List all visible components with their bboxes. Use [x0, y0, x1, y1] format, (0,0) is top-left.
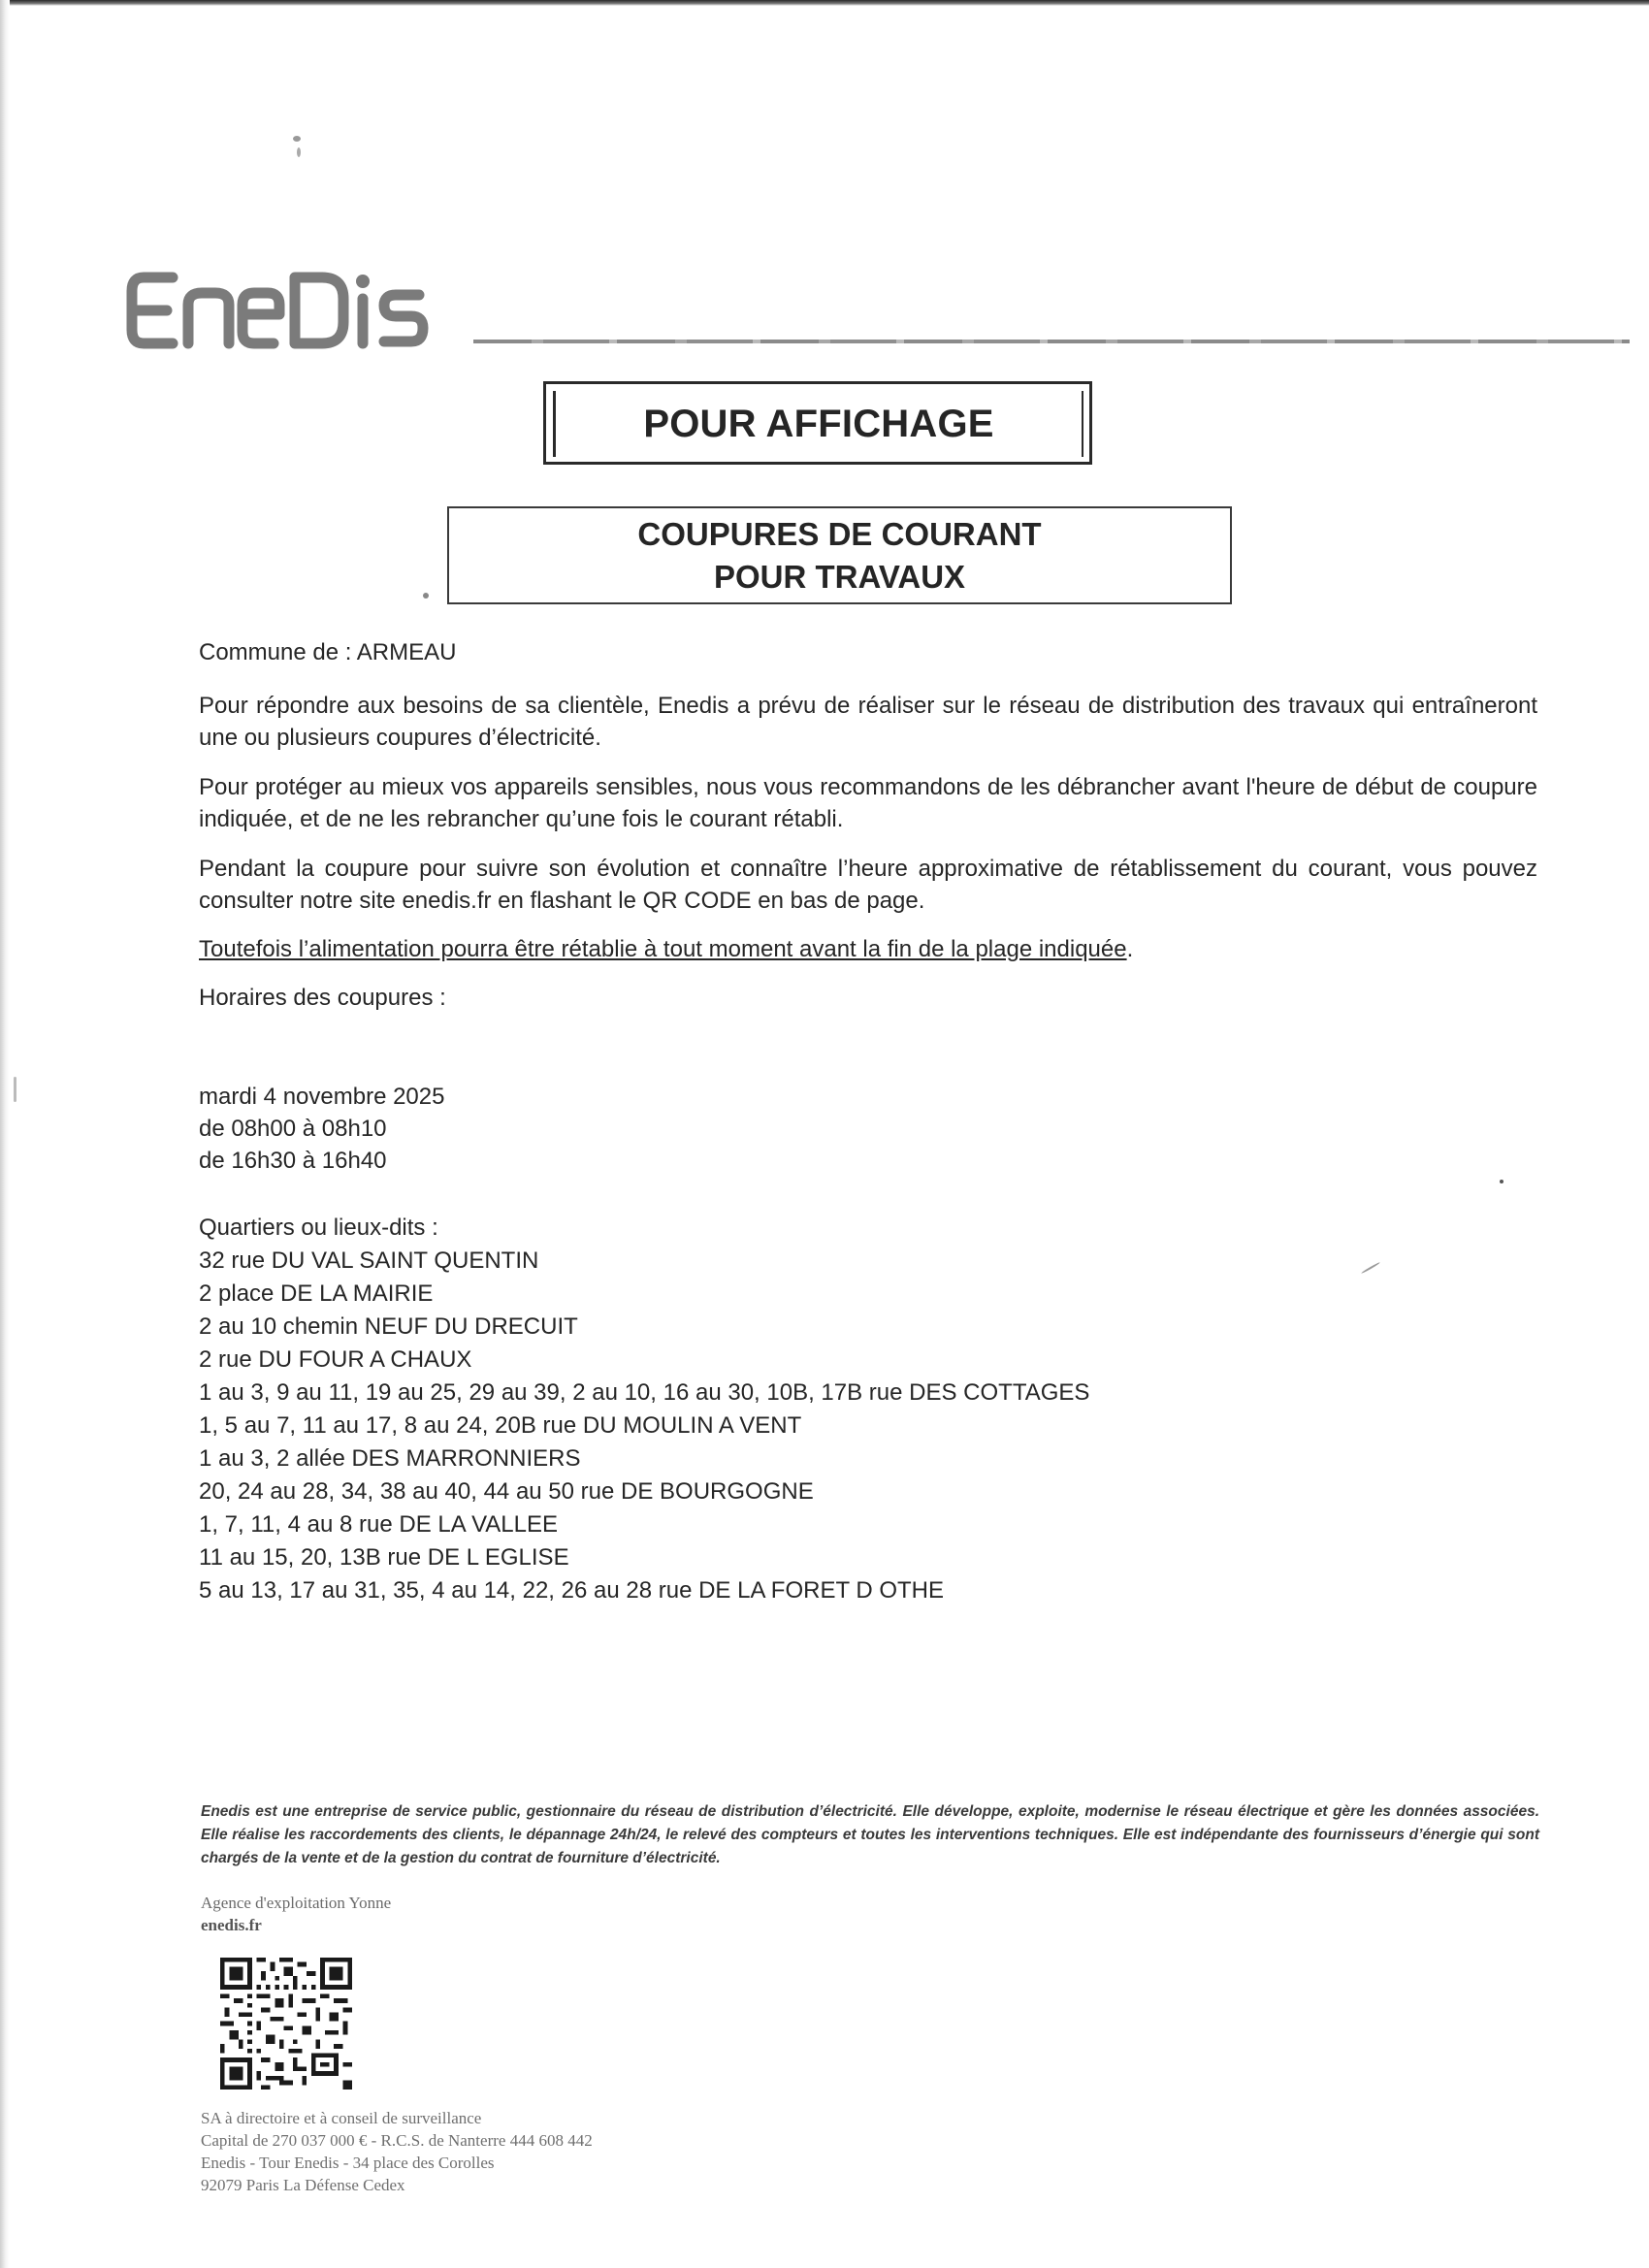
- agency-block: [201, 1892, 391, 1936]
- commune-line: Commune de : ARMEAU: [199, 639, 457, 665]
- schedule-date: mardi 4 novembre 2025: [199, 1084, 445, 1110]
- notice-period: .: [1126, 936, 1134, 962]
- scan-edge-left: [0, 0, 10, 2268]
- places-block: [199, 1212, 1537, 1607]
- legal-line: Capital de 270 037 000 € - R.C.S. de Nanterre 444 608 442: [201, 2131, 593, 2150]
- poster-title: POUR AFFICHAGE: [553, 391, 1083, 457]
- legal-line: 92079 Paris La Défense Cedex: [201, 2176, 405, 2194]
- subtitle-line-1: COUPURES DE COURANT: [637, 515, 1042, 552]
- place-item: 1 au 3, 9 au 11, 19 au 25, 29 au 39, 2 au 10, 16 au 30, 10B, 17B rue DES COTTAGES: [199, 1379, 1090, 1406]
- paragraph-3: Pendant la coupure pour suivre son évolution et connaître l’heure approximative de rétablissement du courant, vous pouvez consulter notre site enedis.fr en flashant le QR CODE en bas de page.: [199, 856, 1537, 914]
- place-item: 1, 7, 11, 4 au 8 rue DE LA VALLEE: [199, 1511, 559, 1538]
- poster-title-box: [543, 381, 1092, 465]
- scan-edge-top: [0, 0, 1649, 6]
- place-item: 11 au 15, 20, 13B rue DE L EGLISE: [199, 1544, 569, 1571]
- legal-line: SA à directoire et à conseil de surveillance: [201, 2109, 482, 2127]
- company-about: Enedis est une entreprise de service public, gestionnaire du réseau de distribution d’électricité. Elle développe, exploite, modernise le réseau électrique et gère les données associées. Elle réalise les raccordements des clients, le dépannage 24h/24, le relevé des compteurs et toutes les interventions techniques. Elle est indépendante des fournisseurs d’énergie qui sont chargés de la vente et de la gestion du contrat de fourniture d’électricité.: [201, 1803, 1539, 1866]
- place-item: 5 au 13, 17 au 31, 35, 4 au 14, 22, 26 au 28 rue DE LA FORET D OTHE: [199, 1577, 945, 1604]
- legal-line: Enedis - Tour Enedis - 34 place des Corolles: [201, 2154, 495, 2172]
- subtitle-box: [447, 506, 1232, 604]
- paragraph-2: Pour protéger au mieux vos appareils sensibles, nous vous recommandons de les débrancher avant l'heure de début de coupure indiquée, et de ne les rebrancher qu’une fois le courant rétabli.: [199, 774, 1537, 832]
- schedule-slot: de 08h00 à 08h10: [199, 1116, 387, 1142]
- schedule-slot: de 16h30 à 16h40: [199, 1148, 387, 1174]
- place-item: 20, 24 au 28, 34, 38 au 40, 44 au 50 rue DE BOURGOGNE: [199, 1478, 814, 1505]
- qr-code[interactable]: [220, 1958, 352, 2090]
- place-item: 32 rue DU VAL SAINT QUENTIN: [199, 1247, 539, 1274]
- place-item: 2 au 10 chemin NEUF DU DRECUIT: [199, 1313, 578, 1340]
- place-item: 2 place DE LA MAIRIE: [199, 1280, 434, 1307]
- notice-line: [199, 933, 1537, 965]
- place-item: 2 rue DU FOUR A CHAUX: [199, 1346, 472, 1373]
- place-item: 1 au 3, 2 allée DES MARRONNIERS: [199, 1445, 581, 1472]
- enedis-logo: [122, 260, 462, 357]
- header-rule: [473, 340, 1630, 343]
- places-heading: Quartiers ou lieux-dits :: [199, 1215, 438, 1241]
- agency-name: Agence d'exploitation Yonne: [201, 1894, 392, 1912]
- paragraph-1: Pour répondre aux besoins de sa clientèle, Enedis a prévu de réaliser sur le réseau de distribution des travaux qui entraîneront une ou plusieurs coupures d’électricité.: [199, 693, 1537, 751]
- website-link[interactable]: enedis.fr: [201, 1916, 262, 1934]
- notice-text: Toutefois l’alimentation pourra être rétablie à tout moment avant la fin de la plage indiquée: [199, 936, 1127, 962]
- place-item: 1, 5 au 7, 11 au 17, 8 au 24, 20B rue DU MOULIN A VENT: [199, 1412, 802, 1439]
- legal-block: [201, 2107, 593, 2196]
- schedule-block: [199, 1081, 1537, 1177]
- schedule-heading: Horaires des coupures :: [199, 985, 446, 1011]
- subtitle-line-2: POUR TRAVAUX: [713, 558, 966, 595]
